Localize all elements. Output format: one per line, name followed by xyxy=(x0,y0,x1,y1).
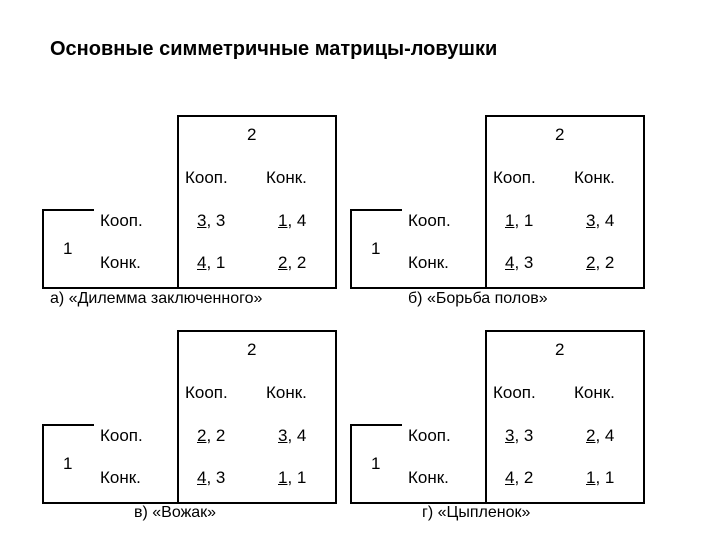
payoff-cell-coop-coop: 3, 3 xyxy=(197,211,226,230)
payoff-cell-comp-coop: 4, 3 xyxy=(197,468,226,487)
payoff-col-player: 2 xyxy=(523,468,534,487)
payoff-matrix xyxy=(350,115,710,345)
payoff-cell-comp-comp: 1, 1 xyxy=(278,468,307,487)
row-header-top-line xyxy=(350,424,402,426)
player-col-label: 2 xyxy=(247,125,257,144)
payoff-col-player: 4 xyxy=(604,211,615,230)
payoff-matrix xyxy=(42,330,402,560)
payoff-cell-coop-coop: 3, 3 xyxy=(505,426,534,445)
matrix-caption: в) «Вожак» xyxy=(134,504,217,521)
payoff-row-player: 4 xyxy=(505,468,515,487)
strategy-col-coop: Кооп. xyxy=(185,168,228,187)
col-header-left-line xyxy=(485,330,487,503)
strategy-row-comp: Конк. xyxy=(100,253,141,272)
payoff-row-player: 2 xyxy=(278,253,288,272)
payoff-col-player: 3 xyxy=(523,426,534,445)
strategy-col-coop: Кооп. xyxy=(185,383,228,402)
payoff-matrix xyxy=(42,115,402,345)
col-header-top-line xyxy=(485,115,645,117)
col-header-top-line xyxy=(485,330,645,332)
row-header-top-line xyxy=(42,209,94,211)
payoff-row-player: 1 xyxy=(278,211,288,230)
table-bottom-line xyxy=(350,287,645,289)
strategy-row-coop: Кооп. xyxy=(408,426,451,445)
payoff-cell-comp-comp: 1, 1 xyxy=(586,468,615,487)
payoff-row-player: 3 xyxy=(586,211,596,230)
strategy-row-coop: Кооп. xyxy=(408,211,451,230)
payoff-col-player: 4 xyxy=(296,426,307,445)
col-header-left-line xyxy=(177,330,179,503)
payoff-col-player: 3 xyxy=(215,468,226,487)
payoff-cell-coop-coop: 2, 2 xyxy=(197,426,226,445)
strategy-col-coop: Кооп. xyxy=(493,383,536,402)
col-header-top-line xyxy=(177,330,337,332)
payoff-row-player: 3 xyxy=(197,211,207,230)
col-header-right-line xyxy=(643,330,645,503)
payoff-row-player: 3 xyxy=(278,426,288,445)
col-header-left-line xyxy=(485,115,487,288)
payoff-col-player: 1 xyxy=(523,211,534,230)
col-header-right-line xyxy=(643,115,645,288)
row-header-left-line xyxy=(42,424,44,504)
payoff-col-player: 3 xyxy=(523,253,534,272)
player-row-label: 1 xyxy=(63,454,73,473)
matrix-caption: а) «Дилемма заключенного» xyxy=(50,290,263,307)
payoff-col-player: 2 xyxy=(296,253,307,272)
payoff-col-player: 1 xyxy=(296,468,307,487)
player-col-label: 2 xyxy=(555,125,565,144)
payoff-col-player: 1 xyxy=(215,253,226,272)
payoff-col-player: 1 xyxy=(604,468,615,487)
payoff-cell-comp-coop: 4, 1 xyxy=(197,253,226,272)
strategy-row-comp: Конк. xyxy=(408,253,449,272)
strategy-col-coop: Кооп. xyxy=(493,168,536,187)
payoff-cell-coop-comp: 2, 4 xyxy=(586,426,615,445)
payoff-row-player: 1 xyxy=(505,211,515,230)
row-header-top-line xyxy=(350,209,402,211)
payoff-cell-comp-comp: 2, 2 xyxy=(278,253,307,272)
strategy-col-comp: Конк. xyxy=(266,168,307,187)
payoff-row-player: 1 xyxy=(278,468,288,487)
payoff-col-player: 4 xyxy=(296,211,307,230)
payoff-row-player: 4 xyxy=(197,253,207,272)
player-col-label: 2 xyxy=(247,340,257,359)
payoff-row-player: 2 xyxy=(586,253,596,272)
matrix-caption: б) «Борьба полов» xyxy=(408,290,548,307)
row-header-left-line xyxy=(350,424,352,504)
payoff-row-player: 4 xyxy=(505,253,515,272)
row-header-top-line xyxy=(42,424,94,426)
col-header-right-line xyxy=(335,330,337,503)
strategy-col-comp: Конк. xyxy=(266,383,307,402)
payoff-cell-comp-comp: 2, 2 xyxy=(586,253,615,272)
payoff-cell-coop-comp: 1, 4 xyxy=(278,211,307,230)
payoff-col-player: 2 xyxy=(604,253,615,272)
strategy-row-coop: Кооп. xyxy=(100,426,143,445)
strategy-row-coop: Кооп. xyxy=(100,211,143,230)
payoff-row-player: 4 xyxy=(197,468,207,487)
player-row-label: 1 xyxy=(63,239,73,258)
matrix-caption: г) «Цыпленок» xyxy=(422,504,531,521)
payoff-cell-coop-coop: 1, 1 xyxy=(505,211,534,230)
row-header-left-line xyxy=(42,209,44,289)
strategy-col-comp: Конк. xyxy=(574,168,615,187)
payoff-row-player: 2 xyxy=(197,426,207,445)
payoff-row-player: 2 xyxy=(586,426,596,445)
payoff-cell-coop-comp: 3, 4 xyxy=(278,426,307,445)
player-row-label: 1 xyxy=(371,454,381,473)
col-header-left-line xyxy=(177,115,179,288)
payoff-row-player: 3 xyxy=(505,426,515,445)
row-header-left-line xyxy=(350,209,352,289)
payoff-col-player: 3 xyxy=(215,211,226,230)
payoff-col-player: 2 xyxy=(215,426,226,445)
strategy-row-comp: Конк. xyxy=(100,468,141,487)
payoff-col-player: 4 xyxy=(604,426,615,445)
payoff-cell-comp-coop: 4, 2 xyxy=(505,468,534,487)
player-row-label: 1 xyxy=(371,239,381,258)
col-header-top-line xyxy=(177,115,337,117)
col-header-right-line xyxy=(335,115,337,288)
payoff-matrix xyxy=(350,330,710,560)
payoff-row-player: 1 xyxy=(586,468,596,487)
payoff-cell-coop-comp: 3, 4 xyxy=(586,211,615,230)
strategy-row-comp: Конк. xyxy=(408,468,449,487)
table-bottom-line xyxy=(42,287,337,289)
payoff-cell-comp-coop: 4, 3 xyxy=(505,253,534,272)
player-col-label: 2 xyxy=(555,340,565,359)
page-title: Основные симметричные матрицы-ловушки xyxy=(50,38,498,60)
strategy-col-comp: Конк. xyxy=(574,383,615,402)
